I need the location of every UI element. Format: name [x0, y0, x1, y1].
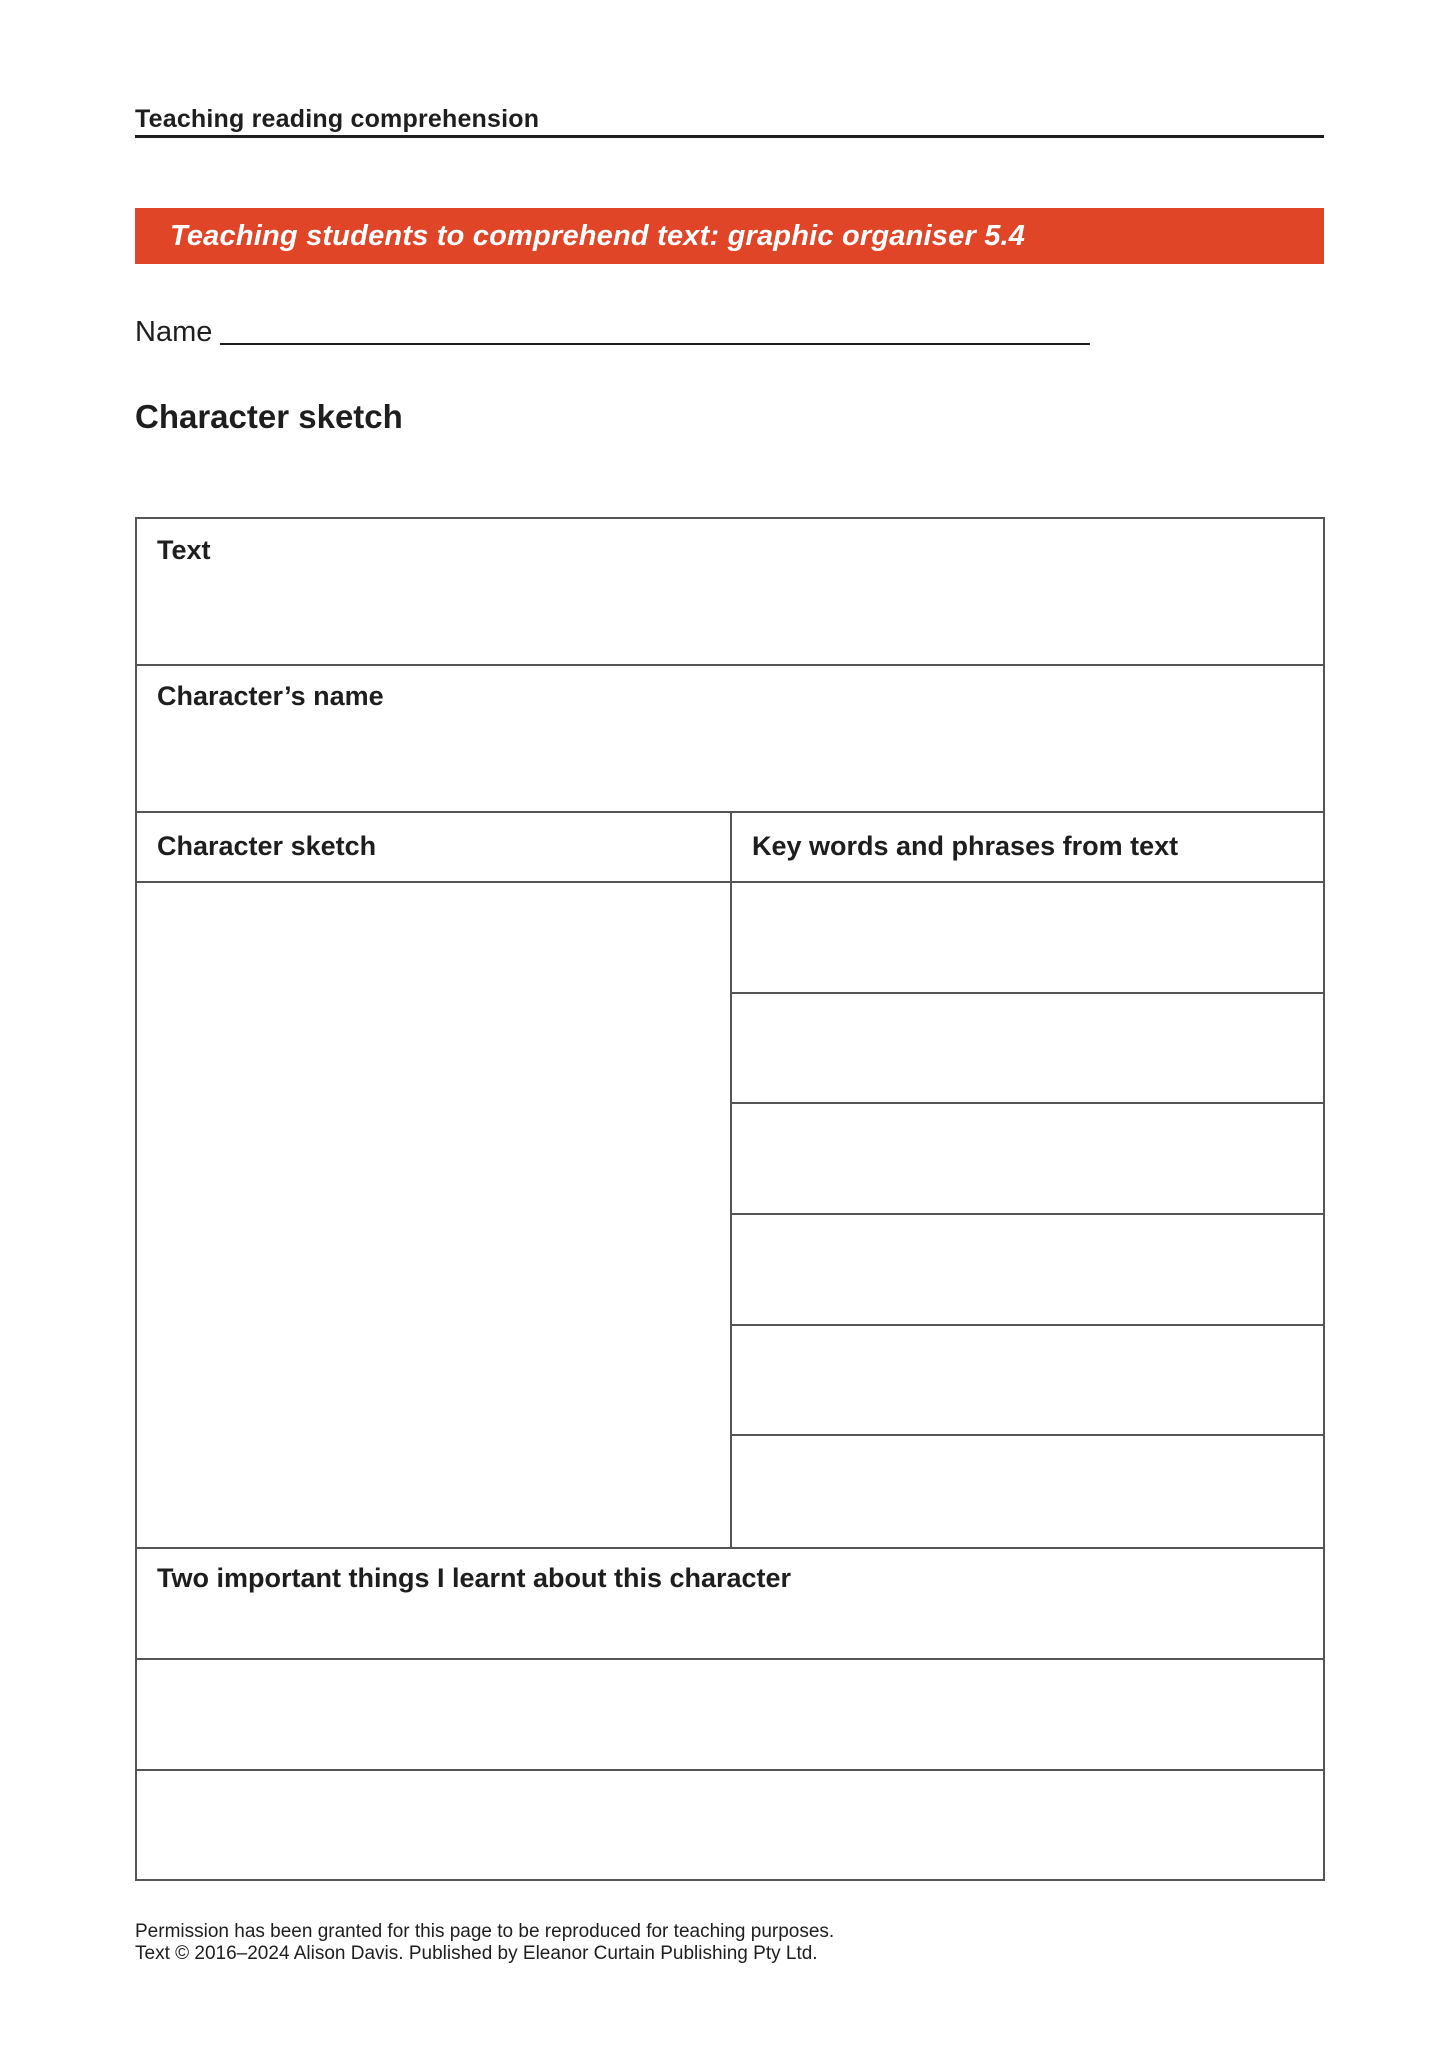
learnt-header-label: Two important things I learnt about this character — [157, 1563, 792, 1593]
sketch-header-cell — [137, 813, 730, 881]
sketch-drawing-area[interactable] — [137, 883, 730, 1547]
character-name-label: Character’s name — [157, 681, 384, 711]
key-words-row[interactable] — [732, 883, 1323, 992]
key-words-row[interactable] — [732, 1326, 1323, 1435]
key-words-row[interactable] — [732, 1215, 1323, 1324]
graphic-organiser-table — [135, 517, 1325, 1881]
key-words-header-label: Key words and phrases from text — [752, 831, 1179, 861]
page-title: Character sketch — [135, 398, 403, 435]
key-words-row[interactable] — [732, 994, 1323, 1103]
running-head: Teaching reading comprehension — [135, 100, 1324, 138]
learnt-row[interactable] — [137, 1660, 1323, 1769]
title-banner: Teaching students to comprehend text: graphic organiser 5.4 — [135, 208, 1324, 264]
text-cell[interactable] — [137, 519, 1323, 664]
name-field-line[interactable] — [220, 343, 1090, 345]
sketch-header-label: Character sketch — [157, 831, 377, 861]
footer-copyright: Text © 2016–2024 Alison Davis. Published by Eleanor Curtain Publishing Pty Ltd. — [135, 1943, 818, 1964]
key-words-row[interactable] — [732, 1436, 1323, 1545]
text-cell-label: Text — [157, 535, 211, 565]
learnt-row[interactable] — [137, 1771, 1323, 1879]
name-row — [135, 312, 1090, 352]
learnt-header-cell — [137, 1549, 1323, 1658]
key-words-row[interactable] — [732, 1104, 1323, 1213]
key-words-header-cell — [732, 813, 1323, 881]
footer — [135, 1921, 834, 1965]
character-name-cell[interactable] — [137, 666, 1323, 811]
name-label: Name — [135, 316, 213, 348]
footer-permission: Permission has been granted for this page to be reproduced for teaching purposes. — [135, 1921, 835, 1942]
